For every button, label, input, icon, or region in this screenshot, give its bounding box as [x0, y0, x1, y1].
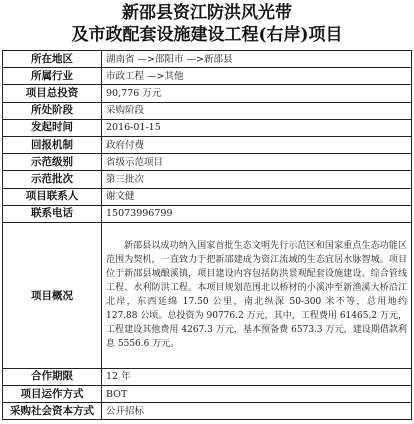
table-row [3, 368, 412, 385]
table-row [3, 403, 412, 420]
field-label: 示范批次 [3, 171, 102, 188]
title-line-1: 新邵县资江防洪风光带 [122, 3, 292, 23]
field-value: 采购阶段 [102, 102, 412, 119]
table-row [3, 205, 412, 222]
field-value: 公开招标 [102, 403, 412, 420]
title-line-2: 及市政配套设施建设工程(右岸)项目 [71, 25, 343, 45]
overview-text: 新邵县以成功纳入国家首批生态文明先行示范区和国家重点生态功能区范围为契机，一直致力于把新邵建成为资江流域的生态宜居水脉智城。项目位于新邵县城酿溪镇，项目建设内容包括防洪景观配套设施建设、综合管线工程、水利防洪工程。本项目规划范围北以桥材的小溪冲至新渔溪大桥沿江北岸，东西延绵 17.50 公里，南北纵深 50-300 米不等，总用地约 127.88 公顷。总投资为 90776.2 万元，其中，工程费用 61465.2 万元，工程建设其他费用 4267.3 万元，基本预备费 6573.3 万元，建设期借款利息 5556.6 万元。 [102, 222, 412, 368]
overview-label: 项目概况 [3, 222, 102, 368]
field-value: 省级示范项目 [102, 154, 412, 171]
table-row [3, 136, 412, 153]
field-label: 项目联系人 [3, 188, 102, 205]
table-row [3, 188, 412, 205]
project-info-table [2, 50, 412, 420]
table-row-overview [3, 222, 412, 368]
field-value: 15073996799 [102, 205, 412, 222]
field-label: 所属行业 [3, 68, 102, 85]
table-row [3, 85, 412, 102]
field-value: 2016-01-15 [102, 119, 412, 136]
table-row [3, 171, 412, 188]
table-row [3, 102, 412, 119]
field-label: 采购社会资本方式 [3, 403, 102, 420]
table-row [3, 51, 412, 68]
field-value: 第三批次 [102, 171, 412, 188]
field-label: 项目运作方式 [3, 386, 102, 403]
field-label: 联系电话 [3, 205, 102, 222]
field-label: 示范级别 [3, 154, 102, 171]
table-row [3, 154, 412, 171]
field-value: 政府付费 [102, 136, 412, 153]
field-label: 合作期限 [3, 368, 102, 385]
field-label: 回报机制 [3, 136, 102, 153]
table-row [3, 119, 412, 136]
field-value: BOT [102, 386, 412, 403]
page-title [2, 2, 412, 48]
field-value: 市政工程 —>其他 [102, 68, 412, 85]
table-row [3, 386, 412, 403]
field-value: 12 年 [102, 368, 412, 385]
field-label: 项目总投资 [3, 85, 102, 102]
table-row [3, 68, 412, 85]
field-value: 谢文健 [102, 188, 412, 205]
field-value: 湖南省 —>邵阳市 —>新邵县 [102, 51, 412, 68]
field-label: 所处阶段 [3, 102, 102, 119]
field-value: 90,776 万元 [102, 85, 412, 102]
field-label: 发起时间 [3, 119, 102, 136]
field-label: 所在地区 [3, 51, 102, 68]
